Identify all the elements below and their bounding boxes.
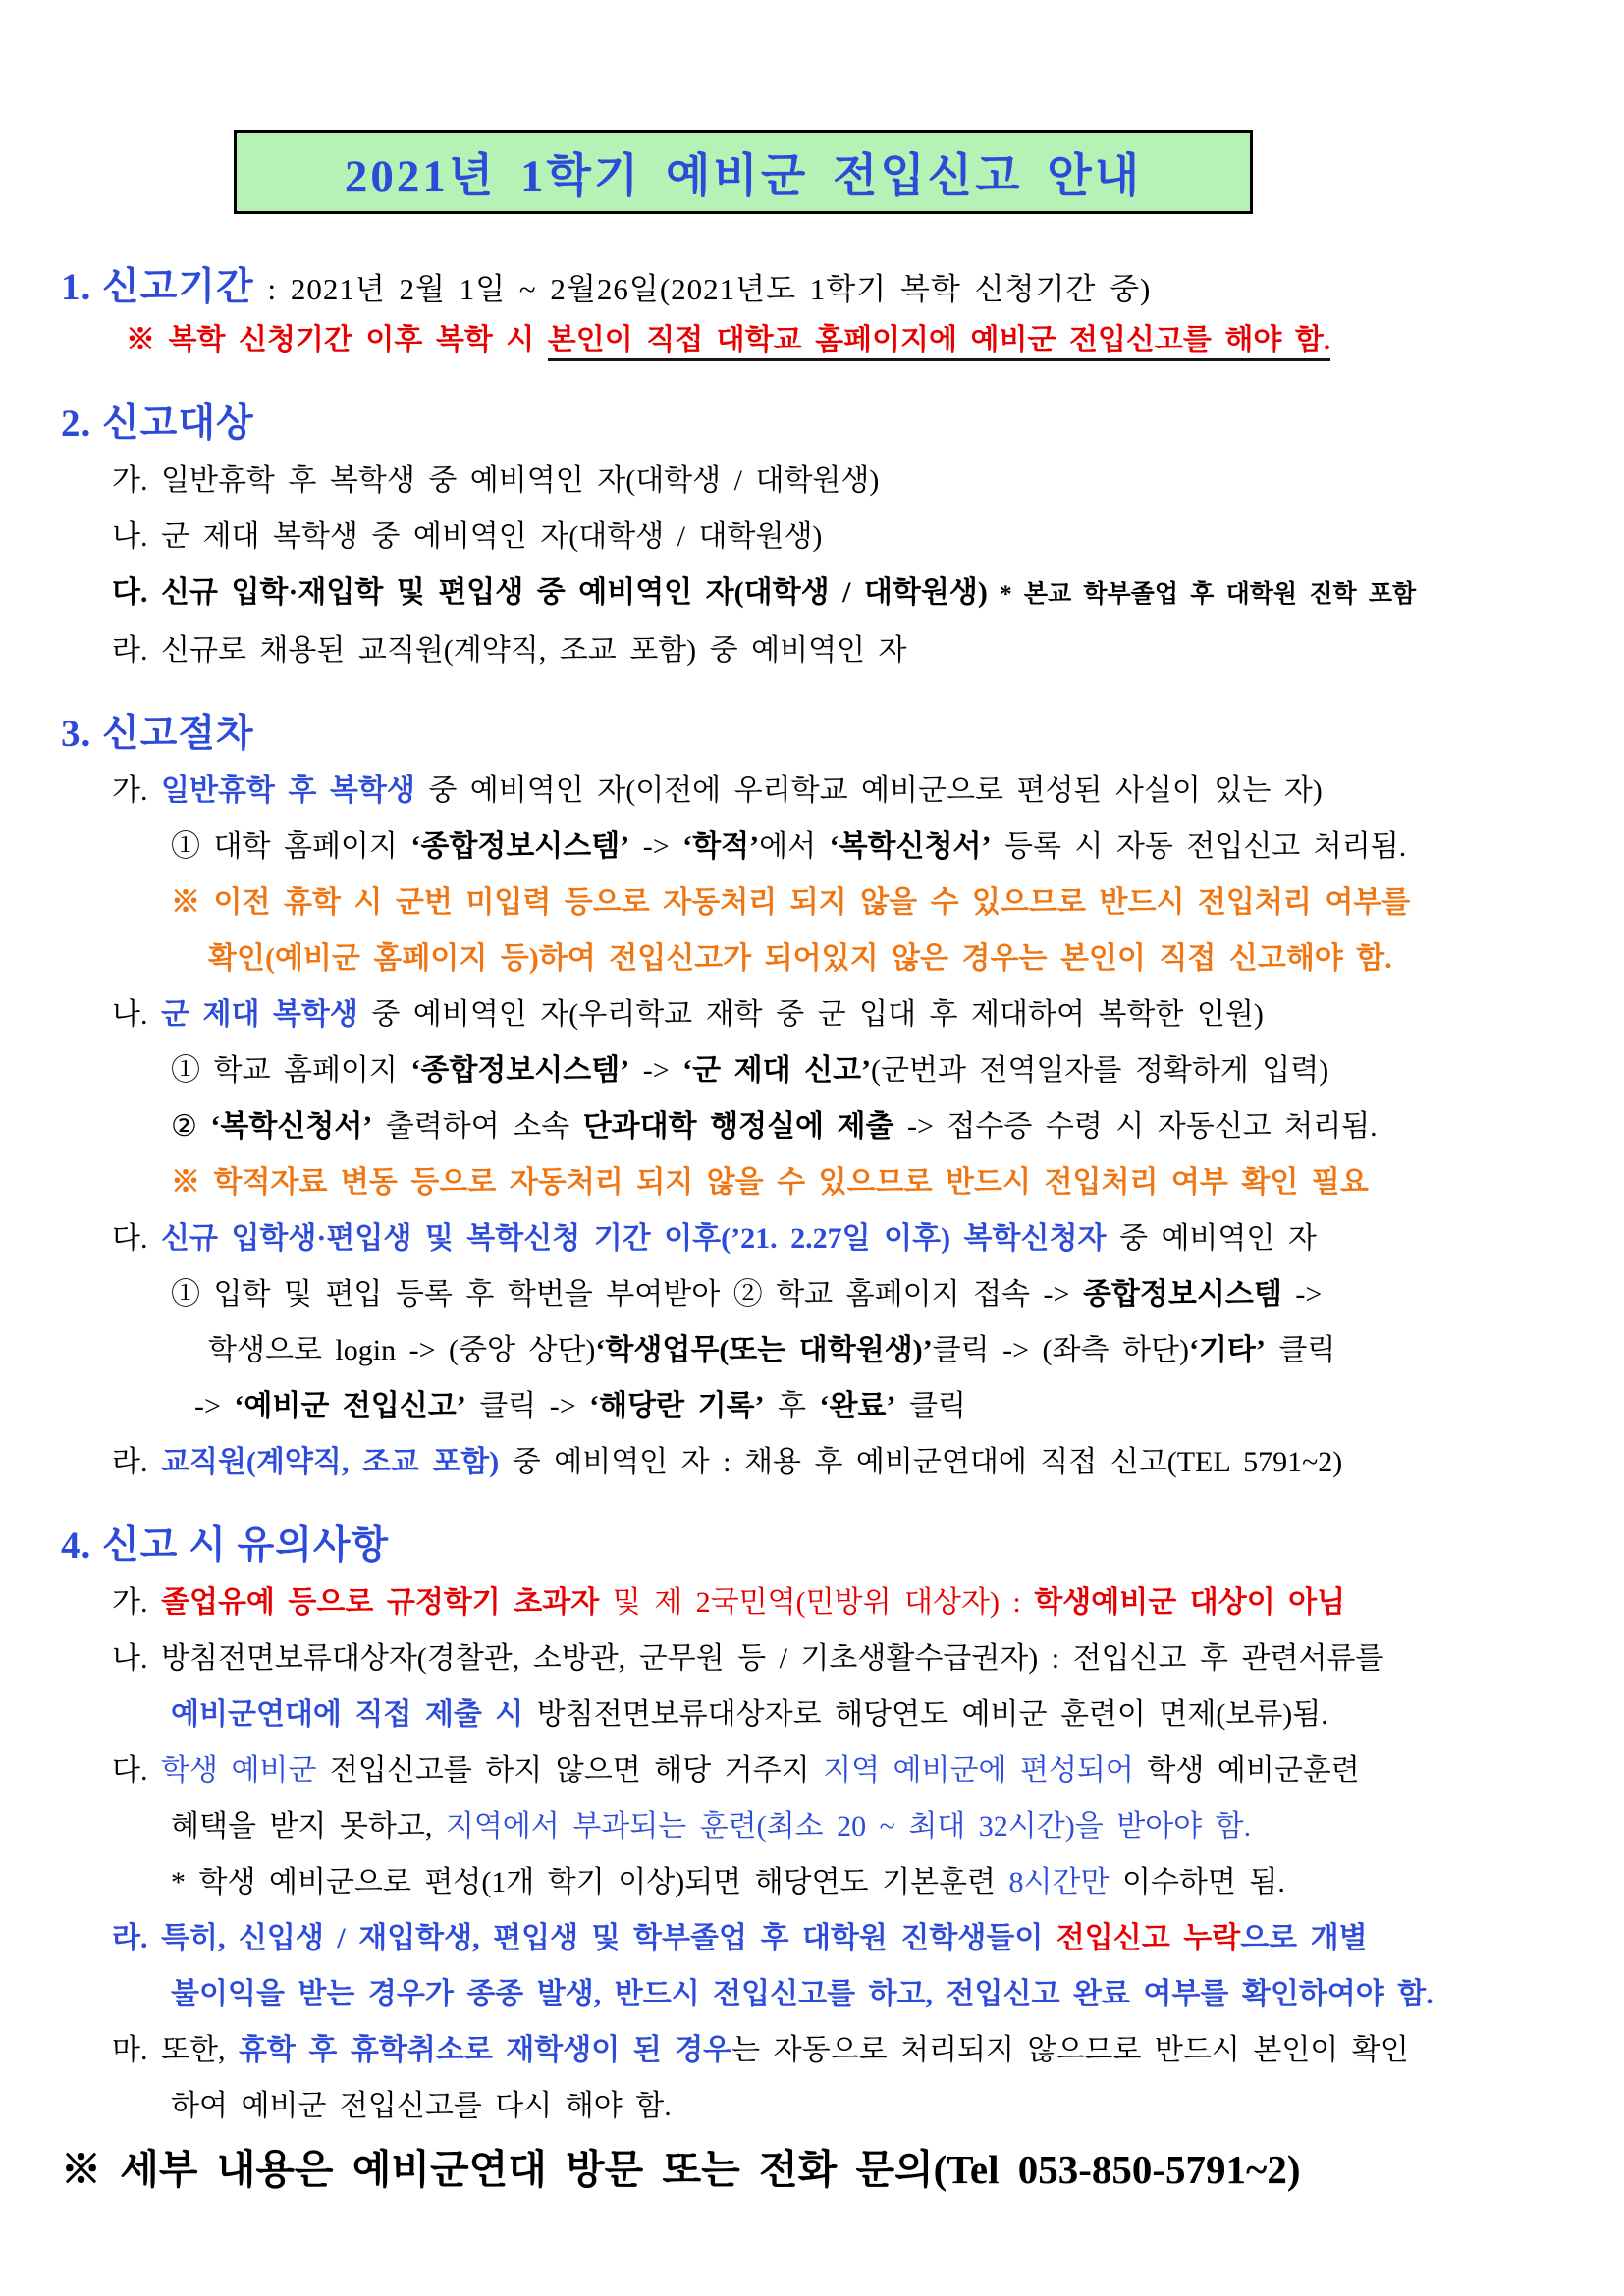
emphasis-blue: 8시간만 [1008, 1866, 1110, 1898]
s3-item-na [61, 987, 1589, 1042]
warning-underlined: 본인이 직접 대학교 홈페이지에 예비군 전입신고를 해야 함. [548, 324, 1331, 361]
text-run: 가. 일반휴학 후 복학생 중 예비역인 자(대학생 / 대학원생) [112, 464, 880, 497]
item-label: 가. [112, 1586, 161, 1619]
s4-item-ma-line2 [61, 2078, 1589, 2134]
separator: : [253, 272, 291, 306]
text-run: 전입신고를 하지 않으면 해당 거주지 [316, 1754, 824, 1787]
emphasis-blue: 불이익을 받는 경우가 종종 발생, 반드시 전입신고를 하고, 전입신고 완료 여부를 확인하여야 함. [171, 1978, 1434, 2010]
menu-name: ‘복학신청서’ [829, 830, 992, 863]
emphasis-blue: 교직원(계약직, 조교 포함) [160, 1446, 500, 1478]
section-title: 신고절차 [102, 713, 254, 755]
s4-item-ga [61, 1575, 1589, 1630]
s3-na-step-1 [61, 1042, 1589, 1098]
section-title: 신고 시 유의사항 [102, 1524, 390, 1567]
s3-ga-step-1 [61, 819, 1589, 875]
text-run: 클릭 [895, 1390, 966, 1422]
item-label: 가. [112, 774, 161, 807]
s3-item-ra [61, 1434, 1589, 1490]
s3-ga-orange-note-line1 [61, 875, 1589, 931]
s2-item-ra [61, 622, 1589, 678]
menu-name: ‘군 제대 신고’ [682, 1054, 872, 1087]
section-1-warning-note [61, 312, 1589, 368]
text-run: 는 자동으로 처리되지 않으므로 반드시 본인이 확인 [731, 2034, 1409, 2066]
menu-name: ‘종합정보시스템’ [410, 1054, 630, 1087]
text-run: 등록 시 자동 전입신고 처리됨. [991, 830, 1407, 863]
text-run: 에서 [759, 830, 830, 863]
text-run: * 학생 예비군으로 편성(1개 학기 이상)되면 해당연도 기본훈련 [171, 1866, 1009, 1898]
text-run: 학생 예비군훈련 [1133, 1754, 1360, 1787]
menu-name: ‘종합정보시스템’ [410, 830, 630, 863]
s4-item-ra-line1 [61, 1910, 1589, 1966]
section-number: 1. [61, 266, 92, 308]
s4-item-ra-line2 [61, 1966, 1589, 2022]
s3-na-step-2 [61, 1098, 1589, 1154]
s4-item-na-line2 [61, 1686, 1589, 1742]
menu-name: ‘완료’ [819, 1390, 896, 1422]
s3-da-step-2 [61, 1322, 1589, 1378]
warning-lead: ※ 복학 신청기간 이후 복학 시 [126, 324, 548, 356]
emphasis-blue: 휴학 후 휴학취소로 재학생이 된 경우 [238, 2034, 732, 2066]
emphasis-bold: 단과대학 행정실에 제출 [582, 1110, 894, 1143]
report-period-text: 2021년 2월 1일 ~ 2월26일(2021년도 1학기 복학 신청기간 중) [290, 272, 1152, 306]
emphasis-blue: 신규 입학생·편입생 및 복학신청 기간 이후(’21. 2.27일 이후) 복학신청자 [160, 1222, 1107, 1255]
text-run: 중 예비역인 자(우리학교 재학 중 군 입대 후 제대하여 복학한 인원) [357, 998, 1264, 1031]
s3-item-ga [61, 763, 1589, 819]
text-run-bold: 다. 신규 입학·재입학 및 편입생 중 예비역인 자(대학생 / 대학원생) [112, 576, 988, 609]
s2-item-na [61, 508, 1589, 564]
s3-da-step-3 [61, 1378, 1589, 1434]
warning-text: 제 2국민역(민방위 대상자) : [654, 1586, 1035, 1619]
section-4-heading [61, 1523, 1589, 1569]
s4-item-ma-line1 [61, 2022, 1589, 2078]
document-title: 2021년 1학기 예비군 전입신고 안내 [344, 150, 1143, 202]
s2-item-ga [61, 453, 1589, 508]
warning-bold: 학생예비군 대상이 아님 [1034, 1586, 1346, 1619]
warning-bold: 졸업유예 등으로 규정학기 초과자 [160, 1586, 600, 1619]
text-run: ① 대학 홈페이지 [171, 830, 411, 863]
text-run: 클릭 -> [465, 1390, 590, 1422]
emphasis-blue: 지역에서 부과되는 훈련(최소 20 ~ 최대 32시간)을 받아야 함. [445, 1810, 1252, 1842]
emphasis-blue: 학생 예비군 [160, 1754, 317, 1787]
section-3-heading [61, 712, 1589, 757]
text-run: 나. 군 제대 복학생 중 예비역인 자(대학생 / 대학원생) [112, 520, 823, 553]
text-run: 중 예비역인 자 [1106, 1222, 1317, 1255]
menu-name: ‘예비군 전입신고’ [234, 1390, 466, 1422]
emphasis-blue: 군 제대 복학생 [160, 998, 358, 1031]
section-2-heading [61, 401, 1589, 447]
contact-text: ※ 세부 내용은 예비군연대 방문 또는 전화 문의(Tel 053-850-5791~2) [61, 2147, 1301, 2192]
text-run: 출력하여 소속 [372, 1110, 583, 1143]
text-run: 클릭 -> (좌측 하단) [932, 1334, 1189, 1366]
document-title-box [234, 130, 1253, 214]
s4-item-da-line1 [61, 1742, 1589, 1798]
footer-contact-note [61, 2140, 1589, 2199]
menu-name: ‘해당란 기록’ [589, 1390, 765, 1422]
section-title: 신고기간 [102, 266, 254, 308]
text-run: 중 예비역인 자 : 채용 후 예비군연대에 직접 신고(TEL 5791~2) [499, 1446, 1343, 1478]
emphasis-blue: 지역 예비군에 편성되어 [823, 1754, 1134, 1787]
inline-note: * 본교 학부졸업 후 대학원 진학 포함 [987, 581, 1417, 608]
text-run: 후 [764, 1390, 820, 1422]
text-run: ② [171, 1110, 211, 1143]
text-run: 나. 방침전면보류대상자(경찰관, 소방관, 군무원 등 / 기초생활수급권자) : 전입신고 후 관련서류를 [112, 1642, 1384, 1675]
s2-item-da [61, 564, 1589, 622]
text-run: 이수하면 됨. [1109, 1866, 1285, 1898]
item-label: 다. [112, 1222, 161, 1255]
text-run: 학생으로 login -> (중앙 상단) [208, 1334, 596, 1366]
text-run: 클릭 [1265, 1334, 1336, 1366]
item-label: 라. [112, 1446, 161, 1478]
emphasis-blue: 으로 개별 [1240, 1922, 1368, 1954]
emphasis-blue: 일반휴학 후 복학생 [160, 774, 415, 807]
section-number: 4. [61, 1524, 92, 1567]
section-number: 3. [61, 713, 92, 755]
text-run: ① 학교 홈페이지 [171, 1054, 411, 1087]
menu-name: ‘복학신청서’ [210, 1110, 373, 1143]
menu-name: ‘기타’ [1188, 1334, 1266, 1366]
text-run: 하여 예비군 전입신고를 다시 해야 함. [171, 2090, 672, 2122]
text-run: 중 예비역인 자(이전에 우리학교 예비군으로 편성된 사실이 있는 자) [414, 774, 1323, 807]
arrow-text: -> [629, 1054, 683, 1087]
text-run: 방침전면보류대상자로 해당연도 예비군 훈련이 면제(보류)됨. [523, 1698, 1328, 1731]
menu-name: 종합정보시스템 [1082, 1278, 1282, 1310]
arrow-text: -> [194, 1390, 235, 1422]
s3-da-step-1 [61, 1266, 1589, 1322]
section-1-heading [61, 265, 1589, 312]
item-label: 다. [112, 1754, 161, 1787]
section-number: 2. [61, 402, 92, 445]
text-run: -> 접수증 수령 시 자동신고 처리됨. [893, 1110, 1378, 1143]
caution-text: ※ 이전 휴학 시 군번 미입력 등으로 자동처리 되지 않을 수 있으므로 반드시 전입처리 여부를 [171, 886, 1411, 919]
warning-bold: 전입신고 누락 [1056, 1922, 1241, 1954]
text-run: ① 입학 및 편입 등록 후 학번을 부여받아 ② 학교 홈페이지 접속 -> [171, 1278, 1083, 1310]
arrow-text: -> [1281, 1278, 1323, 1310]
s3-na-orange-note [61, 1154, 1589, 1210]
s3-item-da [61, 1210, 1589, 1266]
s4-item-da-line2 [61, 1798, 1589, 1854]
s4-item-na-line1 [61, 1630, 1589, 1686]
section-title: 신고대상 [102, 402, 254, 445]
caution-text: 확인(예비군 홈페이지 등)하여 전입신고가 되어있지 않은 경우는 본인이 직접 신고해야 함. [208, 942, 1392, 975]
s3-ga-orange-note-line2 [61, 931, 1589, 987]
s4-item-da-line3 [61, 1854, 1589, 1910]
item-label: 마. 또한, [112, 2034, 239, 2066]
text-run: 라. 신규로 채용된 교직원(계약직, 조교 포함) 중 예비역인 자 [112, 634, 907, 667]
caution-text: ※ 학적자료 변동 등으로 자동처리 되지 않을 수 있으므로 반드시 전입처리 여부 확인 필요 [171, 1166, 1369, 1199]
menu-name: ‘학적’ [682, 830, 760, 863]
emphasis-blue: 라. 특히, 신입생 / 재입학생, 편입생 및 학부졸업 후 대학원 진학생들이 [112, 1922, 1056, 1954]
warning-text: 및 [599, 1586, 655, 1619]
emphasis-blue: 예비군연대에 직접 제출 시 [171, 1698, 524, 1731]
menu-name: ‘학생업무(또는 대학원생)’ [595, 1334, 933, 1366]
item-label: 나. [112, 998, 161, 1031]
text-run: 혜택을 받지 못하고, [171, 1810, 446, 1842]
arrow-text: -> [629, 830, 683, 863]
text-run: (군번과 전역일자를 정확하게 입력) [871, 1054, 1329, 1087]
